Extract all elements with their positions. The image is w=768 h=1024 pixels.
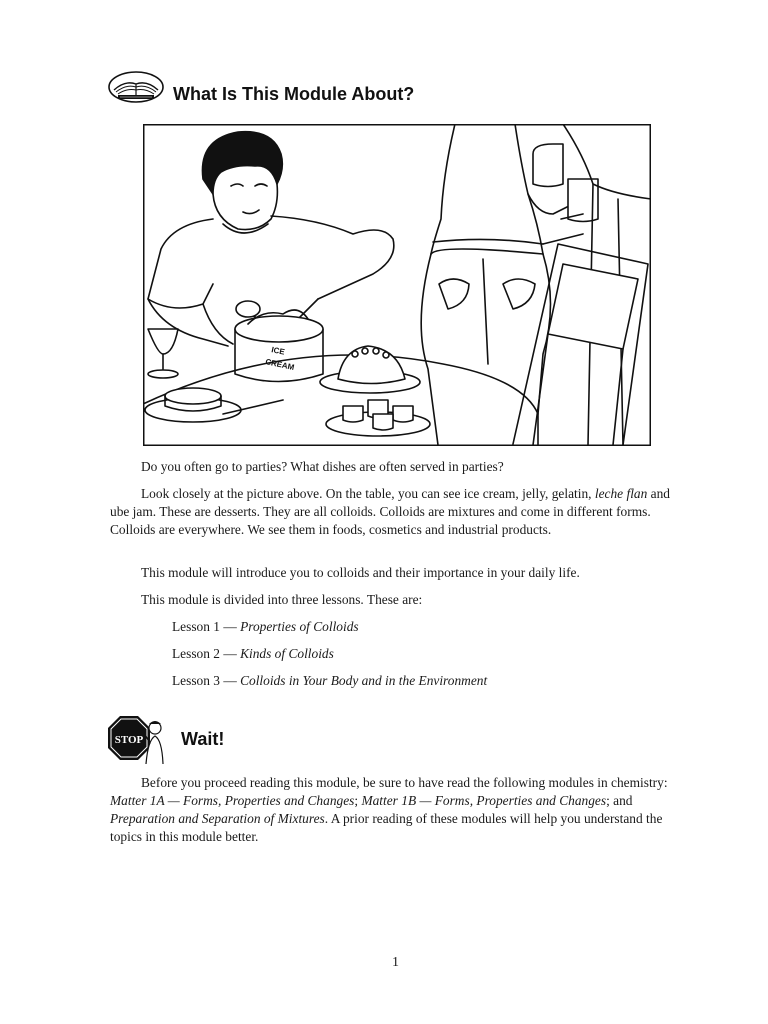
page-number: 1 xyxy=(392,955,399,970)
lesson-item-3 xyxy=(172,672,487,690)
lesson-prefix: Lesson 3 — xyxy=(172,673,241,688)
party-illustration xyxy=(143,124,651,446)
lesson-title: Colloids in Your Body and in the Environment xyxy=(240,673,488,688)
section-heading-wait: Wait! xyxy=(181,729,225,749)
prereq-module-3: Preparation and Separation of Mixtures xyxy=(110,811,325,826)
leche-flan-term: leche flan xyxy=(594,486,648,501)
stop-sign-icon xyxy=(106,714,164,766)
intro-question: Do you often go to parties? What dishes are often served in parties? xyxy=(141,459,504,474)
open-book-icon xyxy=(108,70,164,104)
ice-cream-label-line1: ICE xyxy=(270,345,286,357)
module-purpose: This module will introduce you to colloids and their importance in your daily life. xyxy=(141,565,580,580)
prereq-text-3: ; and xyxy=(606,793,633,808)
stop-sign-text: STOP xyxy=(114,734,144,746)
lesson-prefix: Lesson 2 — xyxy=(172,646,241,661)
intro-paragraph xyxy=(110,485,672,539)
prereq-text-1: Before you proceed reading this module, be sure to have read the following modules in chemistry: xyxy=(141,775,668,790)
prereq-text-4: . A prior reading of these modules will help you understand the topics in this module better. xyxy=(110,811,663,844)
lesson-title: Kinds of Colloids xyxy=(240,646,334,661)
intro-text-1: Look closely at the picture above. On the table, you can see ice cream, jelly, gelatin, xyxy=(141,486,595,501)
prerequisite-paragraph xyxy=(110,774,672,846)
lesson-item-1 xyxy=(172,618,359,636)
lesson-title: Properties of Colloids xyxy=(240,619,359,634)
lesson-item-2 xyxy=(172,645,334,663)
ice-cream-label-line2: CREAM xyxy=(264,357,296,373)
prereq-module-2: Matter 1B — Forms, Properties and Changes xyxy=(361,793,607,808)
prereq-module-1: Matter 1A — Forms, Properties and Changes xyxy=(110,793,355,808)
section-heading-about: What Is This Module About? xyxy=(173,84,415,104)
lesson-prefix: Lesson 1 — xyxy=(172,619,241,634)
intro-text-2: and ube jam. These are desserts. They are all colloids. Colloids are mixtures and come in different forms. Colloids are everywhere. We see them in foods, cosmetics and industrial products. xyxy=(110,486,670,537)
prereq-text-2: ; xyxy=(354,793,362,808)
module-division: This module is divided into three lessons. These are: xyxy=(141,592,423,607)
